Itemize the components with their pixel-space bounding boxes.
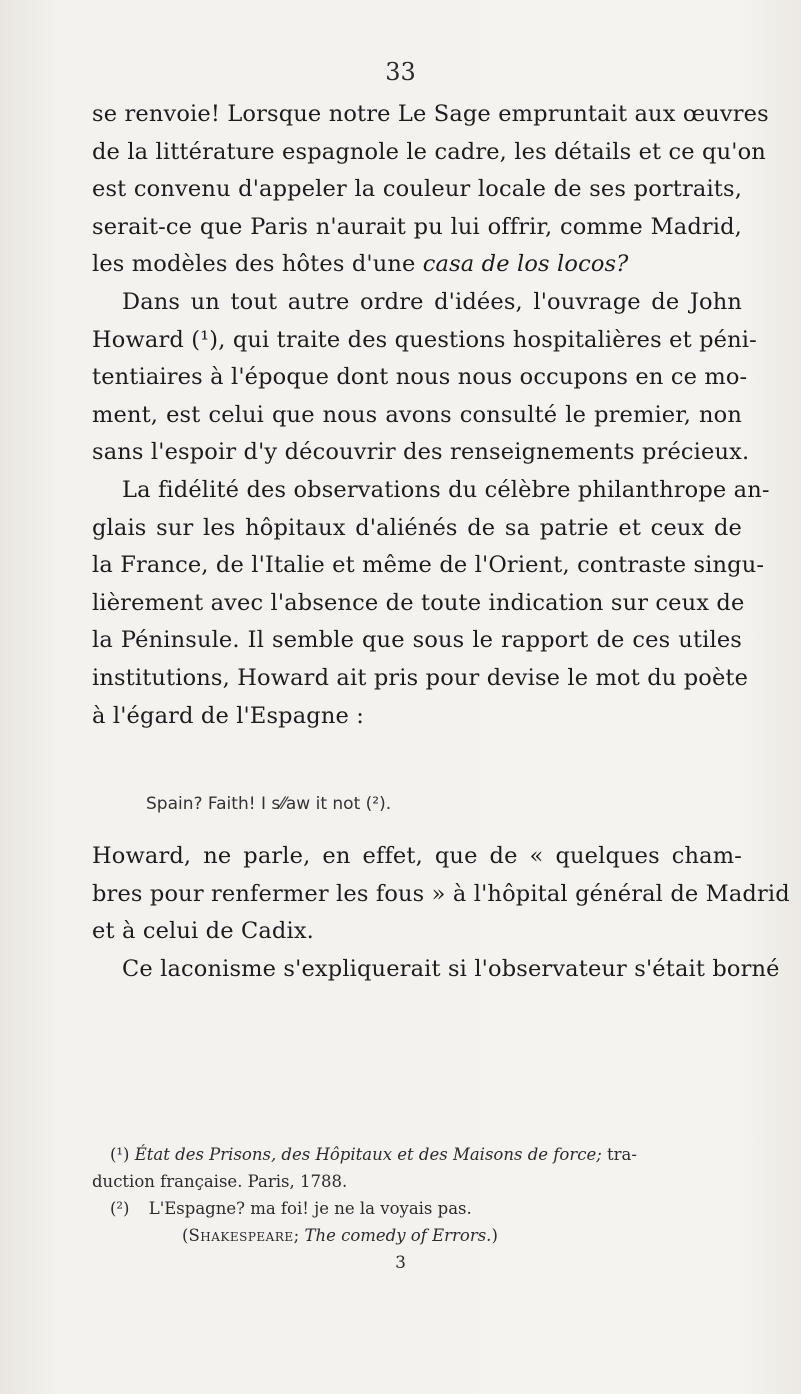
text-line: la Péninsule. Il semble que sous le rapport de ces utiles: [92, 627, 742, 654]
text-line: lièrement avec l'absence de toute indication sur ceux de: [92, 589, 745, 616]
footnote-2-source: (Shakespeare; The comedy of Errors.): [182, 1226, 498, 1245]
footnote-text: tra-: [607, 1145, 637, 1164]
text-line: de la littérature espagnole le cadre, les détails et ce qu'on: [92, 138, 766, 165]
text-line: La fidélité des observations du célèbre philanthrope an-: [122, 476, 770, 503]
text-line: glais sur les hôpitaux d'aliénés de sa patrie et ceux de: [92, 514, 742, 541]
footnotes: [92, 1141, 742, 1249]
text-line: bres pour renfermer les fous » à l'hôpital général de Madrid: [92, 880, 790, 907]
footnote-marker: (²): [110, 1199, 130, 1218]
epigraph-quote: Spain? Faith! I s⁄⁄aw it not (²).: [146, 794, 392, 814]
text-span: les modèles des hôtes d'une: [92, 251, 416, 278]
text-line: sans l'espoir d'y découvrir des renseignements précieux.: [92, 439, 750, 466]
footnote-2: [92, 1195, 742, 1222]
text-line: se renvoie! Lorsque notre Le Sage empruntait aux œuvres: [92, 101, 769, 127]
main-text: [92, 96, 770, 735]
source-author: Shakespeare: [188, 1226, 294, 1245]
footnote-1-continued: duction française. Paris, 1788.: [92, 1172, 348, 1191]
italic-phrase: casa de los locos?: [422, 251, 629, 278]
source-title: The comedy of Errors.: [304, 1226, 492, 1245]
text-line: tentiaires à l'époque dont nous nous occupons en ce mo-: [92, 364, 748, 391]
text-line: à l'égard de l'Espagne :: [92, 702, 364, 729]
footnote-marker: (¹): [110, 1145, 130, 1164]
text-line: ment, est celui que nous avons consulté le premier, non: [92, 401, 742, 428]
text-line: Dans un tout autre ordre d'idées, l'ouvrage de John: [122, 288, 742, 315]
text-line: est convenu d'appeler la couleur locale de ses portraits,: [92, 176, 742, 203]
page-number: 33: [385, 58, 416, 86]
text-line: [92, 246, 742, 284]
text-line: et à celui de Cadix.: [92, 918, 314, 945]
text-line: serait-ce que Paris n'aurait pu lui offrir, comme Madrid,: [92, 213, 742, 240]
text-line: institutions, Howard ait pris pour devise le mot du poète: [92, 664, 749, 691]
footnote-1: [92, 1141, 742, 1168]
footnote-text: L'Espagne? ma foi! je ne la voyais pas.: [148, 1199, 472, 1218]
text-line: Howard, ne parle, en effet, que de « quelques cham-: [92, 843, 742, 869]
main-text-continued: [92, 838, 790, 988]
footnote-title: État des Prisons, des Hôpitaux et des Maisons de force;: [134, 1145, 602, 1164]
text-line: Howard (¹), qui traite des questions hospitalières et péni-: [92, 326, 757, 353]
text-line: Ce laconisme s'expliquerait si l'observateur s'était borné: [122, 955, 780, 982]
signature-mark: 3: [395, 1253, 406, 1273]
text-line: la France, de l'Italie et même de l'Orient, contraste singu-: [92, 552, 765, 579]
